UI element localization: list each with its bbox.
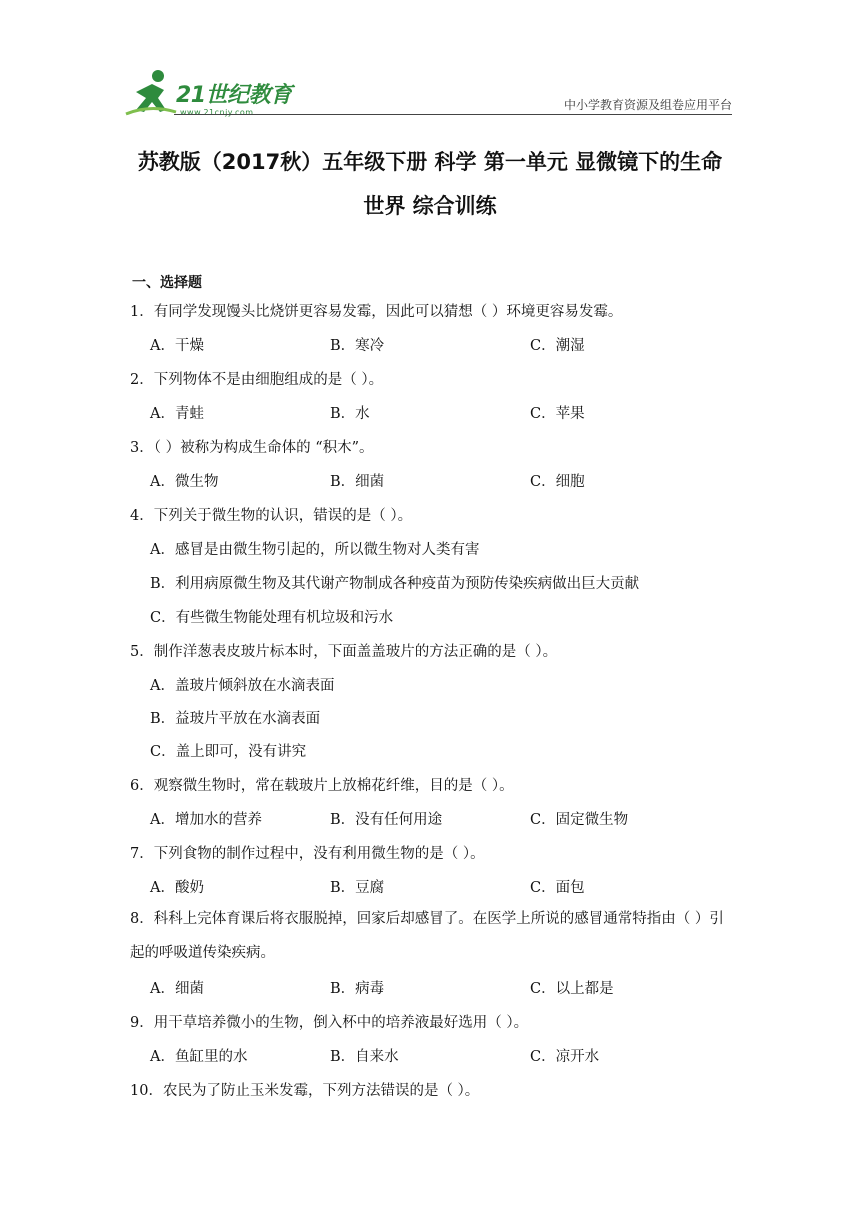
option-5a: A．盖玻片倾斜放在水滴表面 xyxy=(150,678,335,694)
document-title-line-2: 世界 综合训练 xyxy=(363,194,497,218)
option-2a: A．青蛙 xyxy=(150,406,204,422)
question-7: 7．下列食物的制作过程中，没有利用微生物的是（ ）。 xyxy=(130,846,485,862)
question-3: 3．（ ）被称为构成生命体的 “积木”。 xyxy=(130,440,374,456)
option-4a: A．感冒是由微生物引起的，所以微生物对人类有害 xyxy=(150,542,480,558)
question-2: 2．下列物体不是由细胞组成的是（ ）。 xyxy=(130,372,384,388)
question-5: 5．制作洋葱表皮玻片标本时，下面盖盖玻片的方法正确的是（ ）。 xyxy=(130,644,558,660)
header-divider xyxy=(174,114,732,115)
option-5b: B．益玻片平放在水滴表面 xyxy=(150,711,321,727)
option-9a: A．鱼缸里的水 xyxy=(150,1049,248,1065)
option-7b: B．豆腐 xyxy=(330,880,385,896)
logo-text: 21世纪教育 xyxy=(176,83,292,108)
option-3a: A．微生物 xyxy=(150,474,219,490)
option-2c: C．苹果 xyxy=(530,406,585,422)
option-1b: B．寒冷 xyxy=(330,338,385,354)
option-4c: C．有些微生物能处理有机垃圾和污水 xyxy=(150,610,394,626)
option-7c: C．面包 xyxy=(530,880,585,896)
option-9c: C．凉开水 xyxy=(530,1049,600,1065)
option-6b: B．没有任何用途 xyxy=(330,812,443,828)
page-header xyxy=(122,62,732,122)
option-6c: C．固定微生物 xyxy=(530,812,629,828)
option-8a: A．细菌 xyxy=(150,981,204,997)
question-1: 1．有同学发现馒头比烧饼更容易发霉，因此可以猜想（ ）环境更容易发霉。 xyxy=(130,304,623,320)
question-4: 4．下列关于微生物的认识，错误的是（ ）。 xyxy=(130,508,413,524)
option-6a: A．增加水的营养 xyxy=(150,812,262,828)
platform-name: 中小学教育资源及组卷应用平台 xyxy=(563,98,732,112)
logo xyxy=(122,68,292,120)
option-2b: B．水 xyxy=(330,406,370,422)
running-figure-icon xyxy=(122,68,178,120)
option-1a: A．干燥 xyxy=(150,338,204,354)
question-6: 6．观察微生物时，常在载玻片上放棉花纤维，目的是（ ）。 xyxy=(130,778,514,794)
option-1c: C．潮湿 xyxy=(530,338,585,354)
document-title-line-1: 苏教版（2017秋）五年级下册 科学 第一单元 显微镜下的生命 xyxy=(137,150,723,174)
option-5c: C．盖上即可，没有讲究 xyxy=(150,744,307,760)
option-7a: A．酸奶 xyxy=(150,880,204,896)
section-heading: 一、选择题 xyxy=(132,275,202,291)
option-8c: C．以上都是 xyxy=(530,981,614,997)
question-10: 10．农民为了防止玉米发霉，下列方法错误的是（ ）。 xyxy=(130,1083,480,1099)
question-9: 9．用干草培养微小的生物，倒入杯中的培养液最好选用（ ）。 xyxy=(130,1015,529,1031)
option-3b: B．细菌 xyxy=(330,474,385,490)
option-4b: B．利用病原微生物及其代谢产物制成各种疫苗为预防传染疾病做出巨大贡献 xyxy=(150,576,640,592)
option-9b: B．自来水 xyxy=(330,1049,399,1065)
logo-url: www.21cnjy.com xyxy=(180,108,254,117)
option-3c: C．细胞 xyxy=(530,474,585,490)
option-8b: B．病毒 xyxy=(330,981,385,997)
question-8: 8．科科上完体育课后将衣服脱掉，回家后却感冒了。在医学上所说的感冒通常特指由（ ）引起的呼吸道传染疾病。 xyxy=(130,911,724,961)
